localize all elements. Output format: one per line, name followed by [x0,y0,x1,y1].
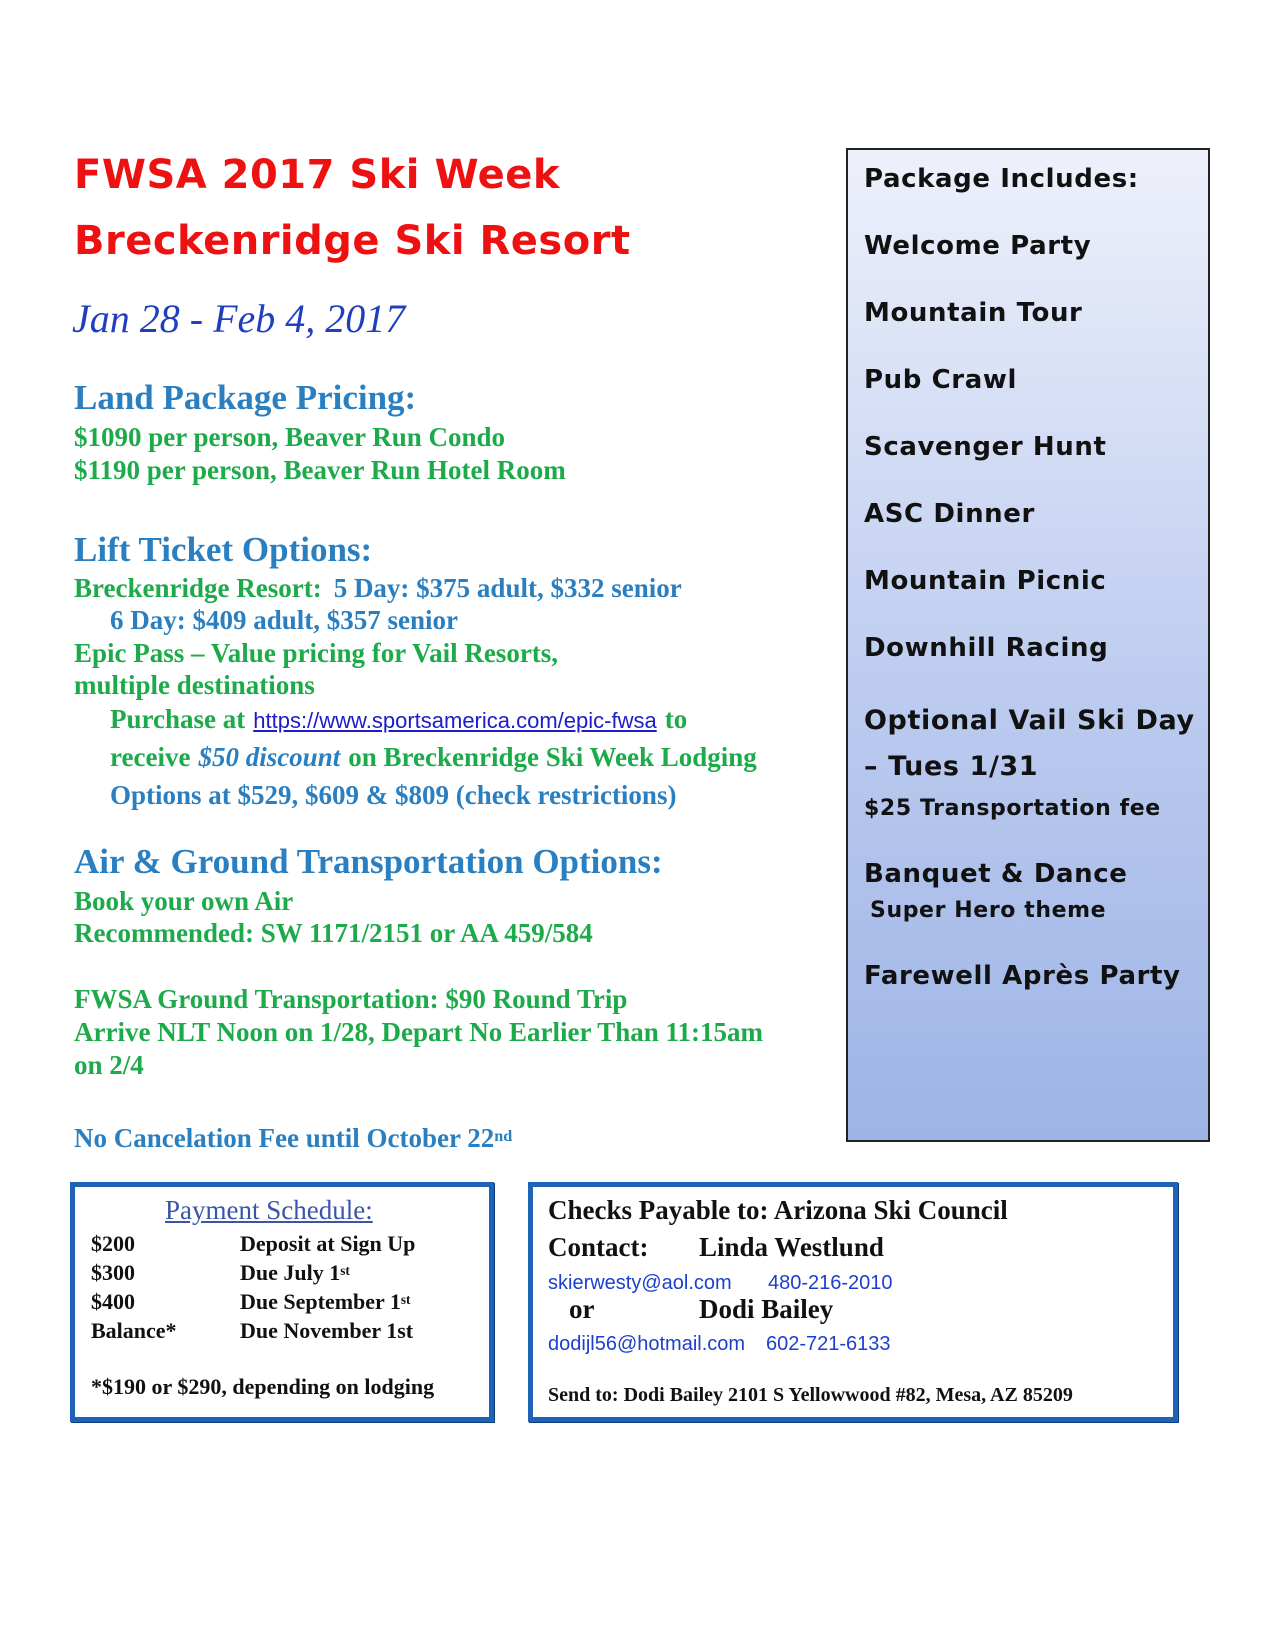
payment-amount: $200 [91,1231,135,1256]
contact-name-linda: Linda Westlund [699,1232,884,1262]
ground-transport-times: Arrive NLT Noon on 1/28, Depart No Earlier Than 11:15am [74,1017,764,1047]
cancelation-text: No Cancelation Fee until October 22 [74,1123,495,1153]
purchase-suffix: to [664,704,688,734]
discount-amount: $50 discount [198,742,341,772]
cancelation-note [74,1123,512,1154]
payment-desc: Deposit at Sign Up [240,1231,416,1256]
payment-heading: Payment Schedule: [165,1195,373,1225]
land-price-condo: $1090 per person, Beaver Run Condo [74,422,506,452]
contact-phone-dodi[interactable]: 602-721-6133 [766,1333,891,1355]
contact-or: or [569,1294,595,1324]
package-item: Farewell Après Party [864,961,1181,991]
payment-desc: Due November 1st [240,1318,414,1343]
cancelation-sup: nd [494,1126,513,1145]
receive-prefix: receive [110,742,191,772]
package-item: – Tues 1/31 [864,751,1039,782]
package-item: Downhill Racing [864,633,1109,663]
contact-email-dodi[interactable]: dodijl56@hotmail.com [548,1333,746,1355]
payment-footnote: *$190 or $290, depending on lodging [91,1374,435,1399]
land-package-heading: Land Package Pricing: [74,378,417,417]
checks-payable: Checks Payable to: Arizona Ski Council [548,1195,1008,1225]
lift-5day-price: 5 Day: $375 adult, $332 senior [333,573,682,603]
package-heading: Package Includes: [864,164,1139,194]
lift-line-breckenridge [74,573,682,604]
payment-amount: $400 [91,1289,135,1314]
transport-heading: Air & Ground Transportation Options: [74,842,663,881]
send-to-address: Send to: Dodi Bailey 2101 S Yellowwood #82, Mesa, AZ 85209 [548,1384,1073,1406]
package-item: Welcome Party [864,231,1092,261]
event-dates: Jan 28 - Feb 4, 2017 [72,296,406,341]
payment-amount: Balance* [91,1318,177,1343]
ground-transport-price: FWSA Ground Transportation: $90 Round Trip [74,984,628,1014]
contact-box [528,1182,1178,1422]
contact-name-dodi: Dodi Bailey [699,1294,834,1324]
package-item: Pub Crawl [864,365,1018,395]
contact-phone-linda[interactable]: 480-216-2010 [768,1272,893,1294]
package-item: ASC Dinner [864,499,1035,529]
payment-desc: Due July 1st [240,1260,350,1285]
package-item: $25 Transportation fee [864,796,1161,821]
land-price-hotel: $1190 per person, Beaver Run Hotel Room [74,455,566,485]
contact-label: Contact: [548,1232,649,1262]
epic-pass-line1: Epic Pass – Value pricing for Vail Resorts, [74,638,559,668]
contact-email-linda[interactable]: skierwesty@aol.com [548,1272,732,1294]
air-book-own: Book your own Air [74,886,294,916]
package-item: Mountain Tour [864,298,1083,328]
epic-pass-line2: multiple destinations [74,670,315,700]
epic-fwsa-link[interactable]: https://www.sportsamerica.com/epic-fwsa [253,708,657,733]
package-item: Optional Vail Ski Day [864,705,1195,736]
package-item: Scavenger Hunt [864,432,1107,462]
payment-schedule-box [70,1182,494,1422]
receive-suffix: on Breckenridge Ski Week Lodging [348,742,757,772]
lift-resort-label: Breckenridge Resort: [74,573,322,603]
air-recommended: Recommended: SW 1171/2151 or AA 459/584 [74,918,593,948]
ground-transport-date: on 2/4 [74,1050,144,1080]
purchase-prefix: Purchase at [110,704,246,734]
resort-title: Breckenridge Ski Resort [74,218,631,264]
package-item: Super Hero theme [870,898,1107,923]
purchase-line [110,704,687,735]
payment-amount: $300 [91,1260,135,1285]
discount-line [110,742,757,773]
lift-ticket-heading: Lift Ticket Options: [74,530,373,569]
package-item: Mountain Picnic [864,566,1107,596]
page-title: FWSA 2017 Ski Week [74,152,560,198]
payment-desc: Due September 1st [240,1289,411,1314]
package-item: Banquet & Dance [864,859,1128,889]
lift-6day-price: 6 Day: $409 adult, $357 senior [110,605,459,635]
epic-options: Options at $529, $609 & $809 (check restrictions) [110,780,677,810]
package-includes-panel [846,148,1210,1142]
